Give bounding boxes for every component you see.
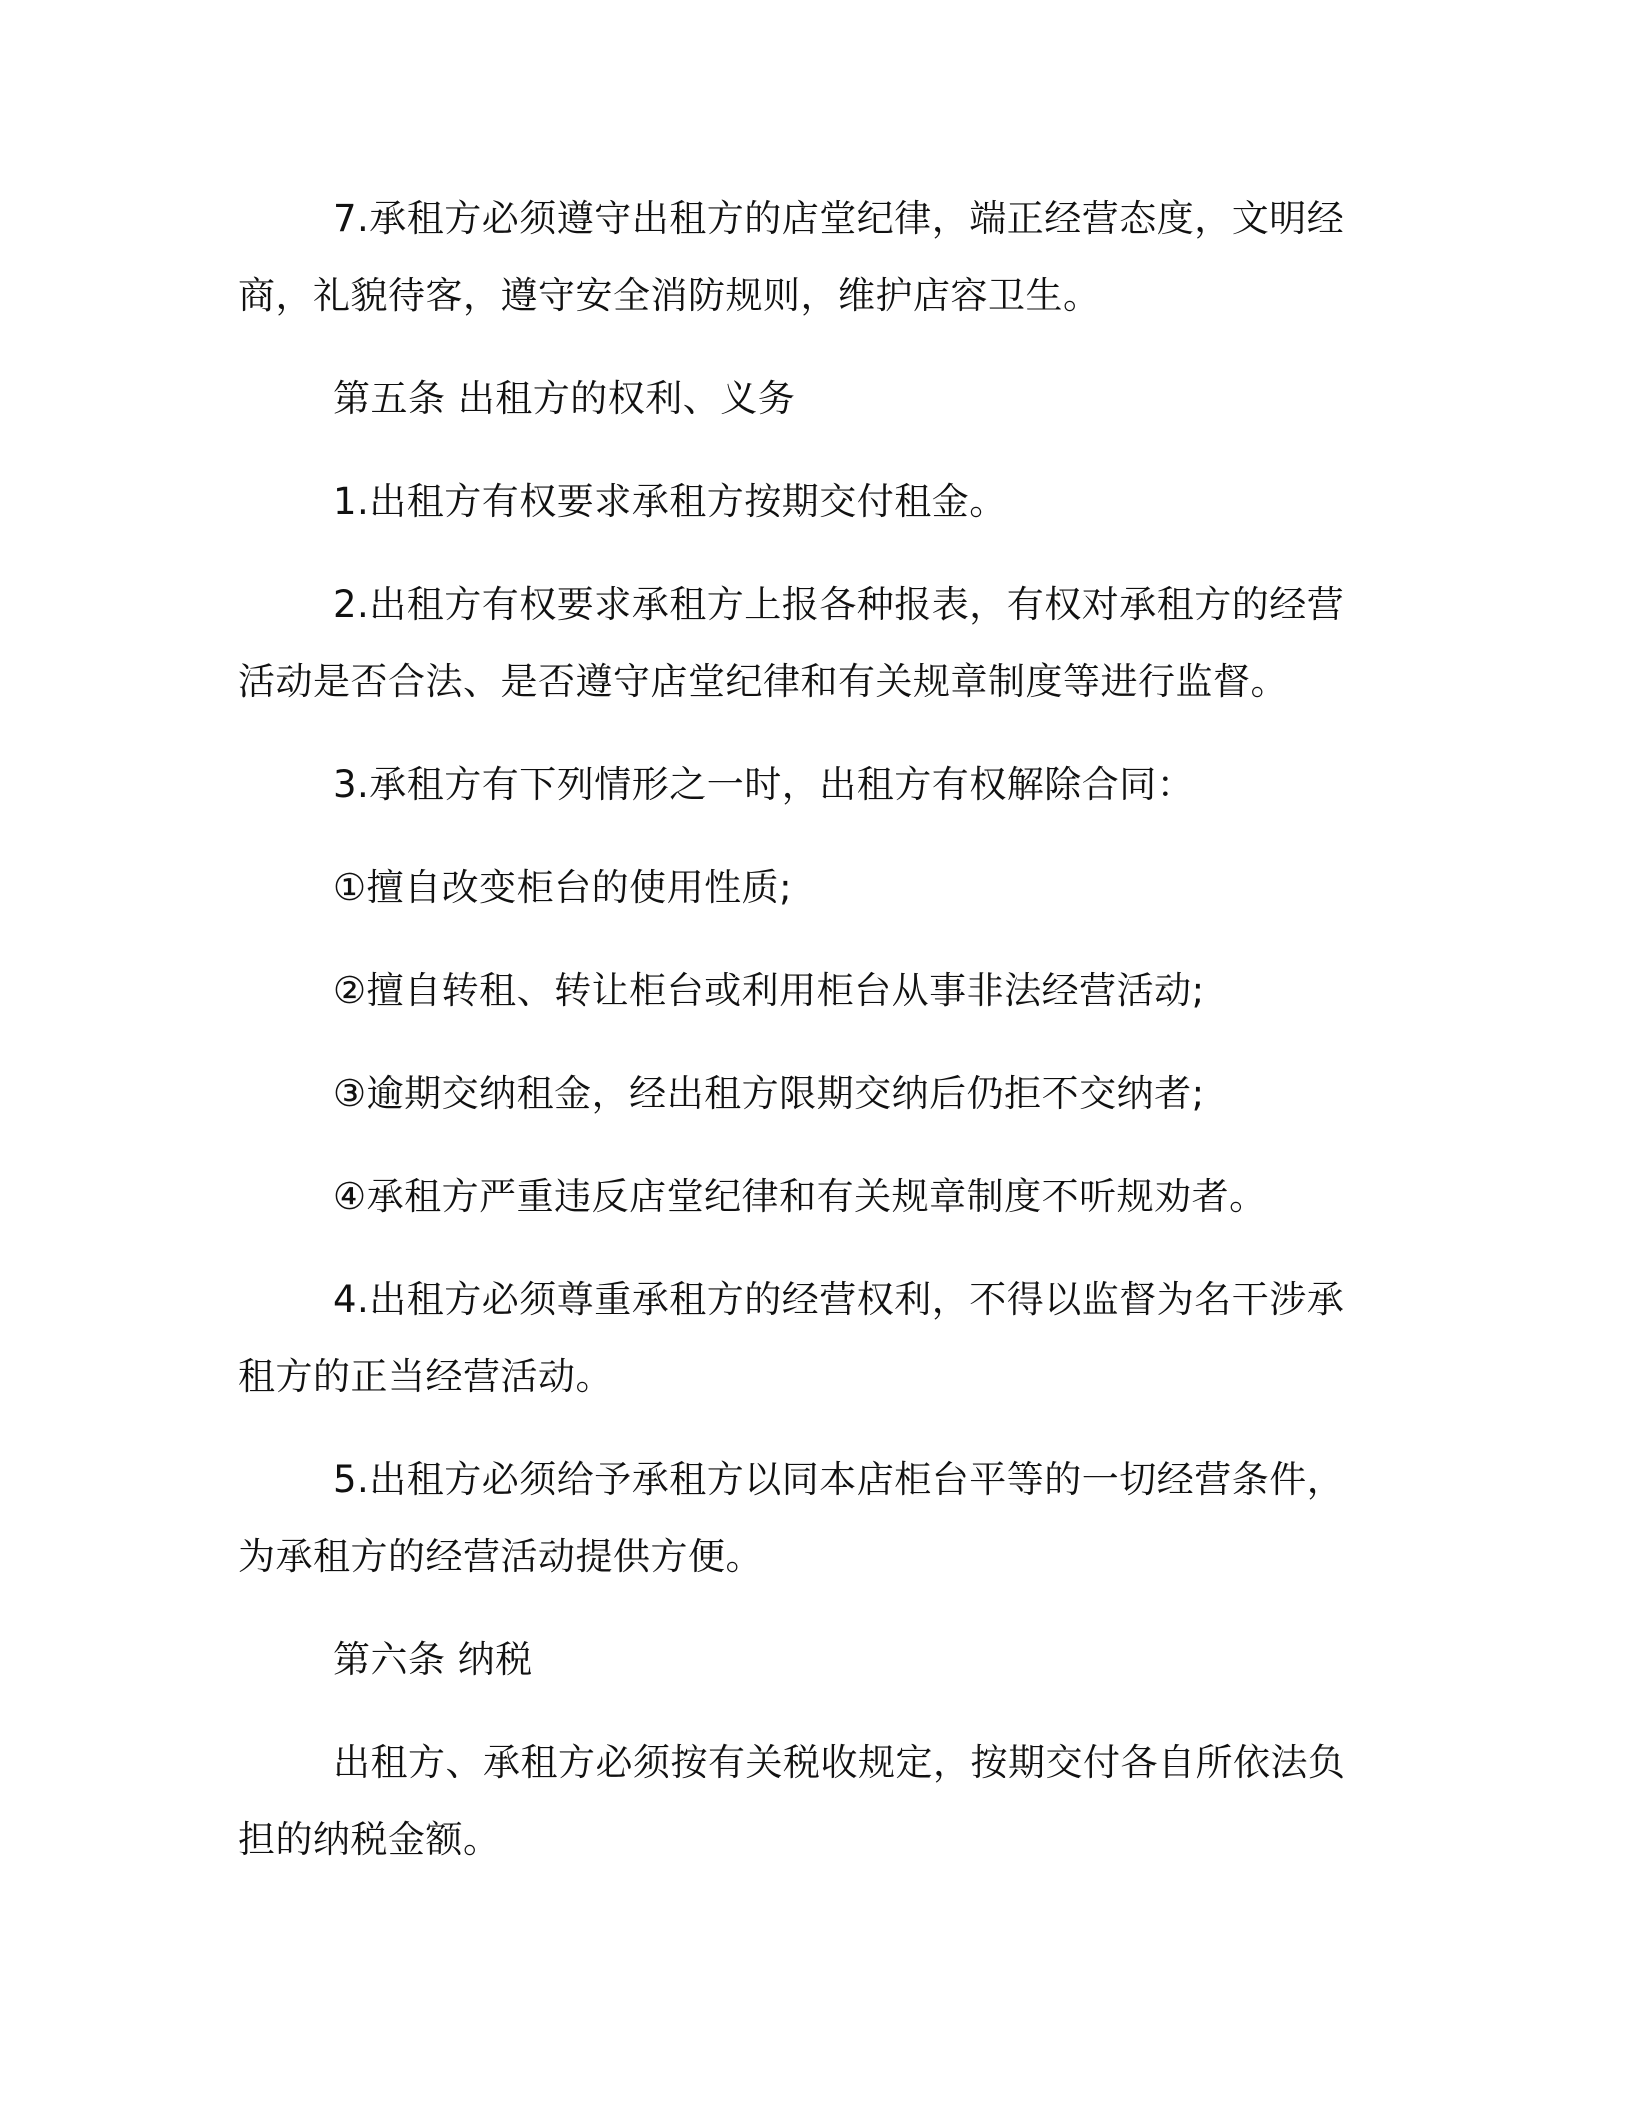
- paragraph-clause-7: 7.承租方必须遵守出租方的店堂纪律，端正经营态度，文明经商，礼貌待客，遵守安全消防规则，维护店容卫生。: [238, 197, 1345, 317]
- paragraph-item-4: 4.出租方必须尊重承租方的经营权利，不得以监督为名干涉承租方的正当经营活动。: [238, 1278, 1345, 1398]
- paragraph-item-2: 2.出租方有权要求承租方上报各种报表，有权对承租方的经营活动是否合法、是否遵守店堂纪律和有关规章制度等进行监督。: [238, 583, 1345, 703]
- paragraph-item-5: 5.出租方必须给予承租方以同本店柜台平等的一切经营条件，为承租方的经营活动提供方便。: [238, 1458, 1345, 1578]
- section-heading-article-6: 第六条 纳税: [333, 1638, 533, 1681]
- list-item-circled-2: ②擅自转租、转让柜台或利用柜台从事非法经营活动;: [333, 969, 1205, 1012]
- section-heading-article-5: 第五条 出租方的权利、义务: [333, 377, 796, 420]
- paragraph-tax: 出租方、承租方必须按有关税收规定，按期交付各自所依法负担的纳税金额。: [238, 1741, 1346, 1861]
- list-item-circled-4: ④承租方严重违反店堂纪律和有关规章制度不听规劝者。: [333, 1175, 1267, 1218]
- list-item-circled-1: ①擅自改变柜台的使用性质;: [333, 866, 793, 909]
- paragraph-item-3: 3.承租方有下列情形之一时，出租方有权解除合同：: [333, 763, 1195, 806]
- paragraph-item-1: 1.出租方有权要求承租方按期交付租金。: [333, 480, 1007, 523]
- list-item-circled-3: ③逾期交纳租金，经出租方限期交纳后仍拒不交纳者;: [333, 1072, 1205, 1115]
